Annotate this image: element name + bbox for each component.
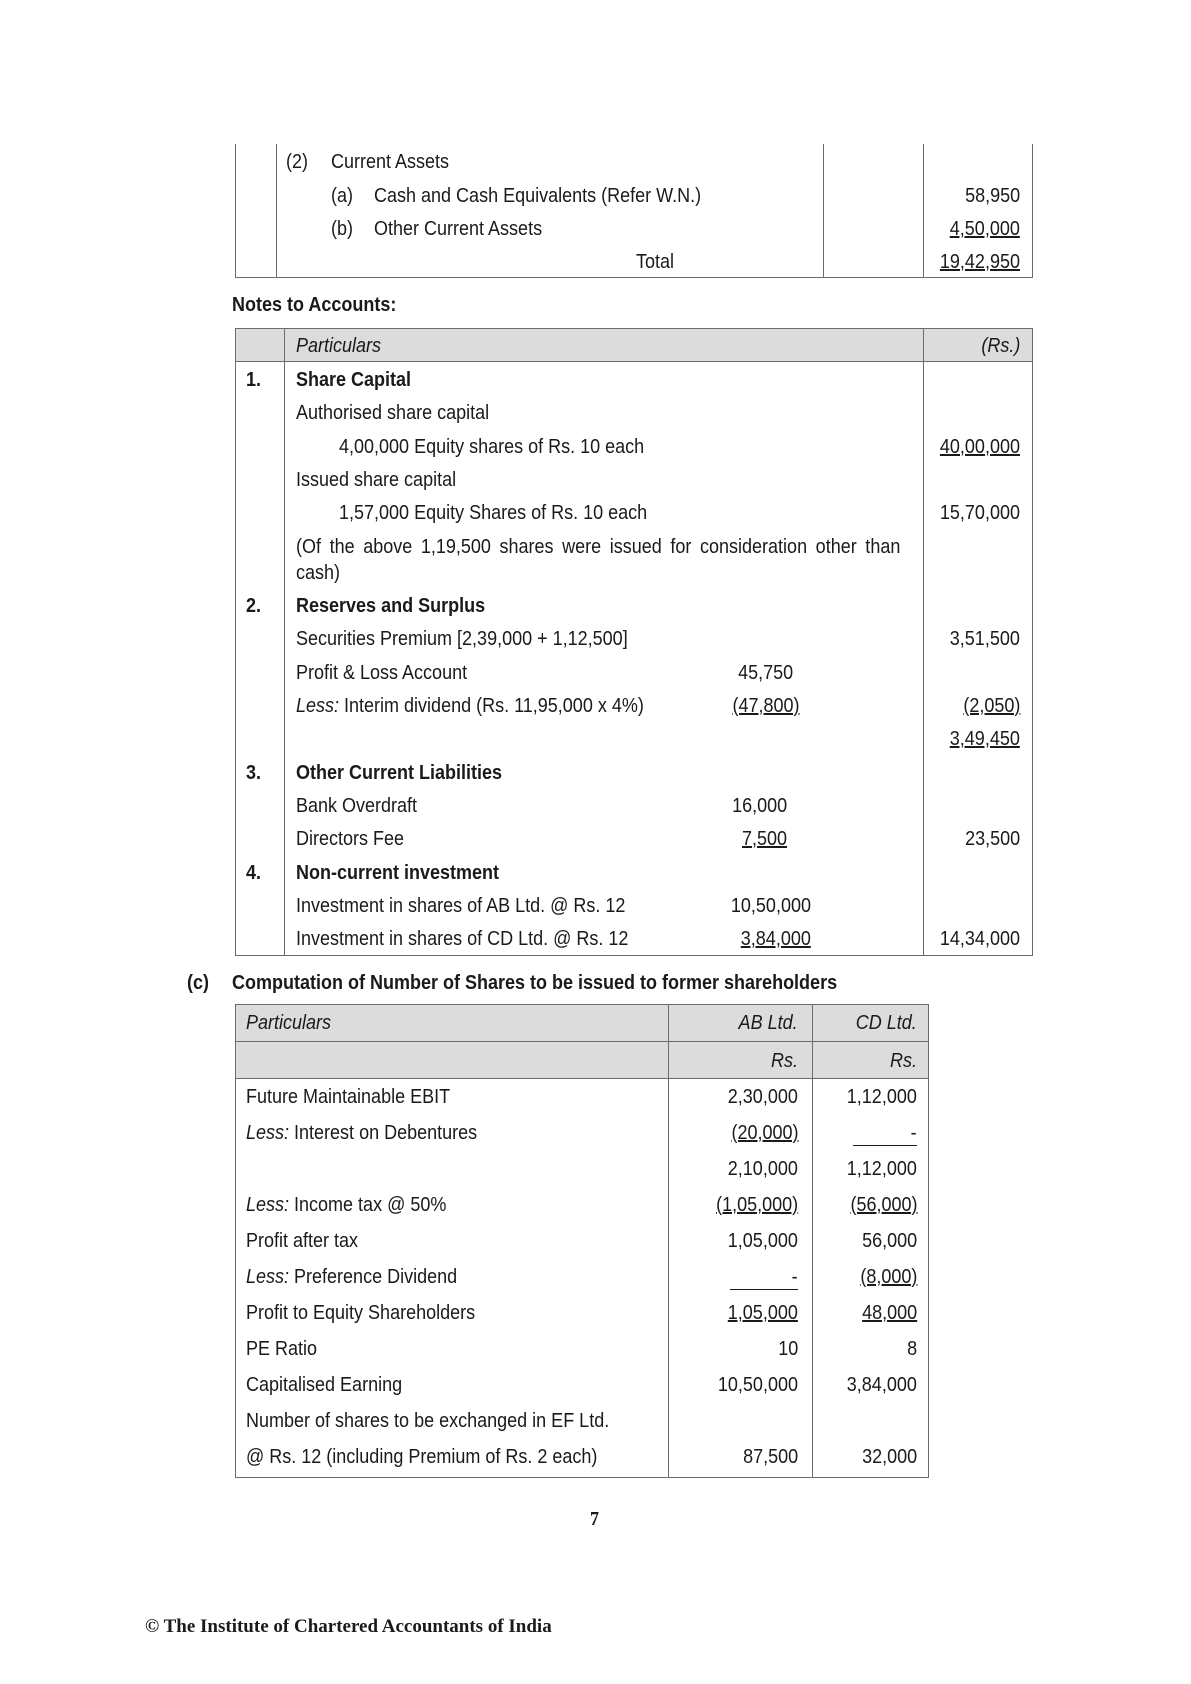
investment-cd-label: Investment in shares of CD Ltd. @ Rs. 12 [296,928,629,950]
share-note-line-2: cash) [296,562,341,584]
computation-row-ab: (20,000) [730,1122,798,1144]
computation-row-ab: 1,05,000 [727,1302,798,1324]
interim-dividend-amount: (2,050) [962,695,1020,717]
computation-row-label: Less: Preference Dividend [246,1266,458,1288]
investment-ab-label: Investment in shares of AB Ltd. @ Rs. 12 [296,895,626,917]
computation-row-ab: 1,05,000 [727,1230,798,1252]
computation-row-cd: 48,000 [861,1302,917,1324]
notes-heading: Notes to Accounts: [232,294,397,316]
note-4-title: Non-current investment [296,862,500,884]
interim-dividend-label: Less: Interim dividend (Rs. 11,95,000 x 4%) [296,695,644,717]
note-3-number: 3. [246,762,262,784]
computation-label: (c) [187,972,210,994]
computation-row-ab: 2,30,000 [727,1086,798,1108]
notes-header-rs: (Rs.) [981,335,1020,357]
page-number: 7 [590,1508,599,1530]
investment-ab-mid: 10,50,000 [730,895,811,917]
computation-row-label: Profit to Equity Shareholders [246,1302,476,1324]
computation-header-ab: AB Ltd. [738,1012,798,1034]
bank-overdraft-mid: 16,000 [731,795,787,817]
note-2-number: 2. [246,595,262,617]
computation-heading: Computation of Number of Shares to be issued to former shareholders [232,972,838,994]
computation-row-ab: 87,500 [742,1446,798,1468]
computation-rule [730,1289,798,1290]
computation-row-ab: 2,10,000 [727,1158,798,1180]
notes-header-particulars: Particulars [296,335,382,357]
authorised-label: Authorised share capital [296,402,490,424]
computation-unit-cd: Rs. [890,1050,917,1072]
bank-overdraft-label: Bank Overdraft [296,795,418,817]
computation-row-label: Profit after tax [246,1230,359,1252]
computation-row-ab: - [791,1266,798,1288]
computation-row-label: @ Rs. 12 (including Premium of Rs. 2 each) [246,1446,598,1468]
computation-row-label: PE Ratio [246,1338,318,1360]
computation-row-cd: 32,000 [861,1446,917,1468]
note-1-number: 1. [246,369,262,391]
authorised-detail: 4,00,000 Equity shares of Rs. 10 each [339,436,645,458]
current-assets-number: (2) [286,151,309,173]
footer-copyright: © The Institute of Chartered Accountants of India [145,1616,552,1637]
computation-row-label: Less: Interest on Debentures [246,1122,478,1144]
cash-item-number: (a) [331,185,354,207]
directors-fee-mid: 7,500 [741,828,787,850]
computation-row-label: Number of shares to be exchanged in EF Ltd. [246,1410,610,1432]
computation-unit-ab: Rs. [771,1050,798,1072]
profit-loss-mid: 45,750 [737,662,793,684]
computation-header-cd: CD Ltd. [855,1012,917,1034]
other-item-label: Other Current Assets [374,218,543,240]
computation-row-cd: - [910,1122,917,1144]
note-2-title: Reserves and Surplus [296,595,486,617]
computation-row-label: Capitalised Earning [246,1374,403,1396]
computation-row-ab: 10 [777,1338,798,1360]
computation-header-particulars: Particulars [246,1012,332,1034]
share-note-line-1: (Of the above 1,19,500 shares were issued for consideration other than [296,536,901,558]
note-3-title: Other Current Liabilities [296,762,503,784]
directors-fee-label: Directors Fee [296,828,405,850]
issued-amount: 15,70,000 [939,502,1020,524]
cash-item-amount: 58,950 [964,185,1020,207]
current-assets-label: Current Assets [331,151,450,173]
computation-row-label: Less: Income tax @ 50% [246,1194,447,1216]
liabilities-total: 23,500 [964,828,1020,850]
securities-premium-label: Securities Premium [2,39,000 + 1,12,500] [296,628,628,650]
computation-row-label: Future Maintainable EBIT [246,1086,451,1108]
other-item-amount: 4,50,000 [949,218,1020,240]
other-item-number: (b) [331,218,354,240]
investment-total: 14,34,000 [939,928,1020,950]
computation-row-cd: 8 [906,1338,917,1360]
computation-row-cd: 1,12,000 [846,1158,917,1180]
note-1-title: Share Capital [296,369,412,391]
computation-row-cd: 56,000 [861,1230,917,1252]
note-4-number: 4. [246,862,262,884]
computation-row-ab: (1,05,000) [715,1194,798,1216]
computation-row-ab: 10,50,000 [717,1374,798,1396]
computation-row-cd: 1,12,000 [846,1086,917,1108]
total-amount: 19,42,950 [939,251,1020,273]
computation-row-cd: 3,84,000 [846,1374,917,1396]
computation-row-cd: (56,000) [849,1194,917,1216]
authorised-amount: 40,00,000 [939,436,1020,458]
cash-item-label: Cash and Cash Equivalents (Refer W.N.) [374,185,702,207]
computation-row-cd: (8,000) [859,1266,917,1288]
interim-dividend-mid: (47,800) [731,695,799,717]
securities-premium-amount: 3,51,500 [949,628,1020,650]
issued-label: Issued share capital [296,469,457,491]
issued-detail: 1,57,000 Equity Shares of Rs. 10 each [339,502,648,524]
profit-loss-label: Profit & Loss Account [296,662,468,684]
computation-rule [853,1145,917,1146]
investment-cd-mid: 3,84,000 [740,928,811,950]
total-label: Total [636,251,675,273]
reserves-total: 3,49,450 [949,728,1020,750]
